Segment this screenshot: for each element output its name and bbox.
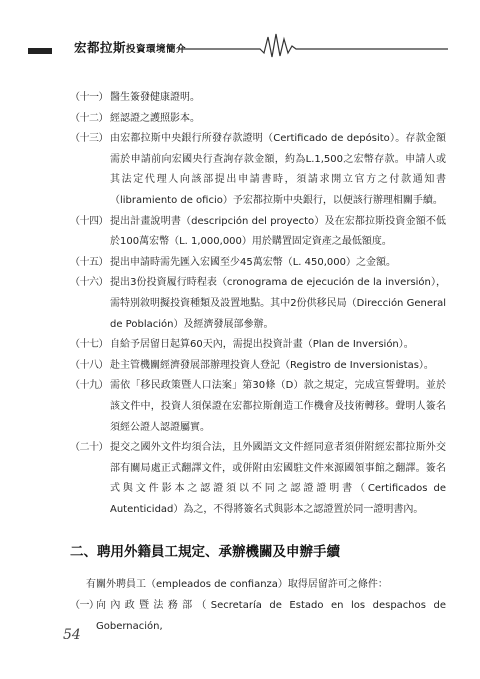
item-text: 由宏都拉斯中央銀行所發存款證明（Certificado de depósito）。存款金額需於申請前向宏國央行查詢存款金額，約為L.1,500之宏幣存款。申請人或其法定代理人向該部提出申請書時，須請求開立官方之付款通知書（libramiento de oficio）予宏都拉斯中央銀行，以便該行辦理相關手續。 — [110, 133, 446, 206]
list-item — [70, 129, 446, 211]
header-title-main: 宏都拉斯 — [74, 40, 127, 55]
page-number: 54 — [63, 627, 81, 643]
list-item — [70, 109, 446, 130]
item-number: （十七） — [70, 339, 108, 351]
item-text: 醫生簽發健康證明。 — [110, 92, 200, 103]
section-body — [70, 574, 446, 637]
item-text: 經認證之護照影本。 — [110, 112, 200, 124]
page-header — [28, 26, 448, 60]
list-item — [70, 438, 446, 520]
item-number: （十二） — [70, 112, 108, 124]
item-number: （十九） — [70, 380, 108, 392]
item-text: 需依「移民政策暨人口法案」第30條（D）款之規定，完成宣誓聲明。並於該文件中，投資人須保證在宏都拉斯創造工作機會及技術轉移。聲明人簽名須經公證人認證屬實。 — [110, 380, 446, 433]
list-item — [70, 212, 446, 253]
item-text: 提交之國外文件均須合法，且外國語文文件經同意者須併附經宏都拉斯外交部有關局處正式翻譯文件，或併附由宏國駐文件來源國領事館之翻譯。簽名式與文件影本之認證須以不同之認證證明書（Certificados de Autenticidad）為之，不得將簽名式與影本之認證置於同一證明書內。 — [110, 442, 446, 515]
requirements-list — [70, 88, 446, 520]
item-number: （二十） — [70, 442, 108, 454]
item-number: （一） — [70, 600, 99, 611]
item-text: 提出3份投資履行時程表（cronograma de ejecución de la inversión），需特別敘明擬投資種類及設置地點。其中2份供移民局（Dirección General de Población）及經濟發展部參辦。 — [110, 277, 446, 330]
item-text: 提出申請時需先匯入宏國至少45萬宏幣（L. 450,000）之金額。 — [110, 256, 397, 268]
item-number: （十四） — [70, 215, 108, 227]
item-number: （十五） — [70, 256, 108, 268]
section-heading: 二、聘用外籍員工規定、承辦機關及申辦手續 — [70, 544, 340, 560]
heartbeat-line-decoration — [178, 26, 448, 60]
item-number: （十一） — [70, 92, 108, 103]
item-number: （十八） — [70, 359, 108, 371]
header-title-sub: 投資環境簡介 — [126, 44, 187, 55]
item-text: 自給予居留日起算60天內，需提出投資計畫（Plan de Inversión）。 — [110, 339, 414, 351]
item-number: （十六） — [70, 277, 108, 289]
header-title — [74, 38, 186, 56]
list-item — [70, 356, 446, 377]
item-text: 提出計畫說明書（descripción del proyecto）及在宏都拉斯投資金額不低於100萬宏幣（L. 1,000,000）用於購置固定資產之最低額度。 — [110, 215, 446, 248]
item-text: 赴主管機關經濟發展部辦理投資人登記（Registro de Inversionistas）。 — [110, 359, 434, 371]
header-bar-decoration — [28, 48, 52, 54]
intro-paragraph: 有關外聘員工（empleados de confianza）取得居留許可之條件： — [86, 579, 388, 590]
list-item — [70, 253, 446, 274]
item-number: （十三） — [70, 133, 108, 145]
list-item — [70, 335, 446, 356]
list-item — [70, 88, 446, 109]
list-item — [70, 595, 446, 637]
list-item — [70, 376, 446, 438]
list-item — [70, 273, 446, 335]
item-text: 向內政暨法務部（Secretaría de Estado en los despachos de Gobernación, — [96, 600, 446, 632]
